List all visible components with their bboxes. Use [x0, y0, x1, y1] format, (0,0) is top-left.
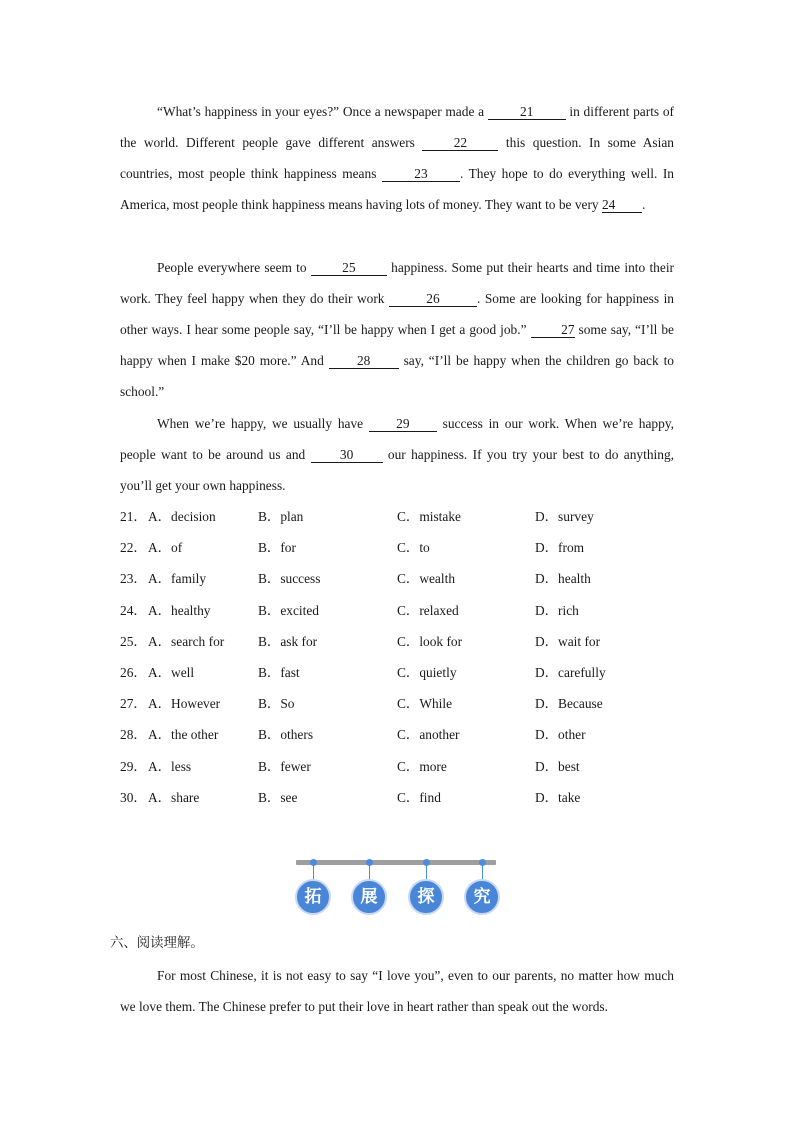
- passage-paragraph-1: [120, 96, 674, 220]
- passage-paragraph-2: [120, 252, 674, 407]
- option-c: C．find: [397, 789, 441, 805]
- passage-text: say, “I’ll be happy when the children go back to school.”: [120, 353, 674, 399]
- option-b: B．see: [258, 789, 298, 805]
- question-number: 23．: [120, 571, 147, 587]
- option-b: B．success: [258, 571, 321, 587]
- passage-text: success in our work. When we’re happy, people want to be around us and: [120, 416, 674, 462]
- blank-28: 28: [329, 354, 399, 369]
- extension-banner: [296, 858, 500, 918]
- passage-text: this question. In some Asian countries, most people think happiness means: [120, 135, 674, 181]
- passage-text: some say, “I’ll be happy when I make $20 more.” And: [120, 322, 674, 368]
- question-row: [120, 751, 720, 782]
- answer-options: [120, 501, 720, 813]
- option-a: A．decision: [148, 509, 216, 524]
- option-c: C．to: [397, 540, 430, 556]
- question-row: [120, 501, 720, 532]
- question-row: [120, 563, 720, 594]
- banner-node: [423, 859, 430, 866]
- option-b: B．fewer: [258, 758, 311, 774]
- banner-char-bubble: 展: [351, 879, 387, 915]
- option-d: D．take: [535, 789, 581, 805]
- banner-rail: [296, 860, 496, 865]
- option-d: D．health: [535, 571, 591, 587]
- question-row: [120, 719, 720, 750]
- question-number: 26．: [120, 664, 147, 680]
- passage-text: our happiness. If you try your best to do anything, you’ll get your own happiness.: [120, 447, 674, 493]
- option-a: A．less: [148, 758, 192, 774]
- passage-text: When we’re happy, we usually have: [157, 416, 369, 431]
- passage-text: .: [641, 197, 646, 212]
- option-a: A．the other: [148, 727, 219, 743]
- option-a: A．healthy: [148, 602, 211, 618]
- option-a: A．search for: [148, 633, 225, 649]
- option-d: D．survey: [535, 509, 594, 524]
- option-c: C．look for: [397, 633, 463, 649]
- option-a: A．family: [148, 571, 207, 587]
- option-c: C．wealth: [397, 571, 456, 587]
- option-c: C．While: [397, 696, 453, 712]
- passage-text: People everywhere seem to: [157, 260, 311, 275]
- question-row: [120, 595, 720, 626]
- option-d: D．other: [535, 727, 586, 743]
- option-a: A．of: [148, 540, 183, 556]
- blank-23: 23: [382, 167, 460, 182]
- banner-node: [479, 859, 486, 866]
- banner-char-bubble: 探: [408, 879, 444, 915]
- banner-char-bubble: 拓: [295, 879, 331, 915]
- question-number: 27．: [120, 696, 147, 712]
- banner-node: [310, 859, 317, 866]
- passage-paragraph-3: [120, 408, 674, 501]
- option-c: C．more: [397, 758, 447, 774]
- option-c: C．another: [397, 727, 460, 743]
- option-d: D．carefully: [535, 664, 606, 680]
- passage-text: happiness. Some put their hearts and time into their work. They feel happy when they do their work: [120, 260, 675, 306]
- option-b: B．ask for: [258, 633, 318, 649]
- question-row: [120, 532, 720, 563]
- question-number: 22．: [120, 540, 147, 556]
- option-d: D．wait for: [535, 633, 601, 649]
- passage-text: in different parts of the world. Different people gave different answers: [120, 104, 674, 150]
- question-number: 28．: [120, 727, 147, 743]
- question-row: [120, 657, 720, 688]
- question-number: 29．: [120, 758, 147, 774]
- option-a: A．However: [148, 696, 221, 712]
- blank-26: 26: [389, 292, 477, 307]
- question-number: 21．: [120, 509, 147, 524]
- blank-22: 22: [422, 136, 498, 151]
- option-b: B．plan: [258, 509, 304, 524]
- option-c: C．quietly: [397, 664, 457, 680]
- question-row: [120, 782, 720, 813]
- option-d: D．best: [535, 758, 580, 774]
- banner-node: [366, 859, 373, 866]
- section-title: 六、阅读理解。: [110, 936, 204, 951]
- option-c: C．relaxed: [397, 602, 459, 618]
- option-a: A．well: [148, 664, 195, 680]
- option-b: B．fast: [258, 664, 300, 680]
- question-row: [120, 688, 720, 719]
- option-b: B．others: [258, 727, 314, 743]
- question-number: 24．: [120, 602, 147, 618]
- option-b: B．So: [258, 696, 295, 712]
- passage-text: . They hope to do everything well. In America, most people think happiness means having lots of money. They want to be very: [120, 166, 674, 212]
- option-d: D．from: [535, 540, 585, 556]
- option-b: B．for: [258, 540, 296, 556]
- option-c: C．mistake: [397, 509, 461, 524]
- blank-25: 25: [311, 261, 387, 276]
- reading-paragraph: For most Chinese, it is not easy to say “I love you”, even to our parents, no matter how much we love them. The Chinese prefer to put their love in heart rather than speak out the words.: [120, 968, 674, 1014]
- question-number: 25．: [120, 633, 147, 649]
- blank-29: 29: [369, 417, 437, 432]
- option-b: B．excited: [258, 602, 319, 618]
- blank-27: 27: [531, 323, 575, 338]
- banner-char-bubble: 究: [464, 879, 500, 915]
- blank-24: 24: [602, 198, 642, 213]
- question-row: [120, 626, 720, 657]
- passage-text: . Some are looking for happiness in other ways. I hear some people say, “I’ll be happy when I get a good job.”: [120, 291, 674, 337]
- question-number: 30．: [120, 789, 147, 805]
- passage-text: “What’s happiness in your eyes?” Once a newspaper made a: [157, 104, 488, 119]
- option-d: D．rich: [535, 602, 579, 618]
- option-d: D．Because: [535, 696, 603, 712]
- option-a: A．share: [148, 789, 200, 805]
- blank-30: 30: [311, 448, 383, 463]
- blank-21: 21: [488, 105, 566, 120]
